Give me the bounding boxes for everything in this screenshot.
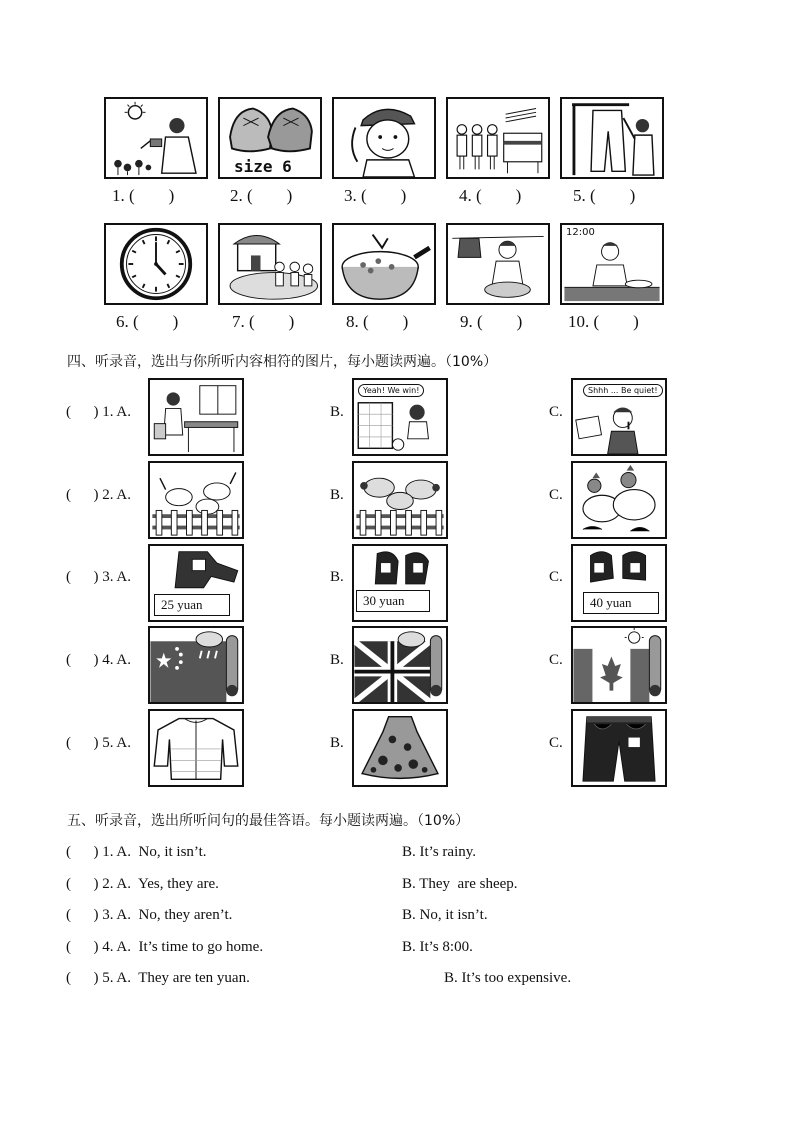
part4-q3-option-a-gloves[interactable] [148, 544, 244, 622]
speech-bubble-we-win: Yeah! We win! [358, 384, 424, 397]
picture-9-girl-washing-clothes [446, 223, 550, 305]
part4-q5-label[interactable]: ( ) 5. A. [66, 735, 131, 751]
part4-q2-c-label: C. [549, 487, 563, 503]
part4-q4-label[interactable]: ( ) 4. A. [66, 652, 131, 668]
part5-q1-option-a[interactable]: ( ) 1. A. No, it isn’t. [66, 844, 207, 860]
answer-blank-1[interactable]: 1. ( ) [112, 186, 175, 205]
answer-blank-2[interactable]: 2. ( ) [230, 186, 293, 205]
part4-q1-option-c-quiet-boy[interactable] [571, 378, 667, 456]
answer-blank-6[interactable]: 6. ( ) [116, 312, 179, 331]
part4-q2-option-a-goats[interactable] [148, 461, 244, 539]
part5-q3-option-a[interactable]: ( ) 3. A. No, they aren’t. [66, 907, 233, 923]
picture-10-boy-eating-at-noon [560, 223, 664, 305]
price-tag-30: 30 yuan [356, 590, 430, 612]
part4-q5-option-c-pants[interactable] [571, 709, 667, 787]
shoe-size-text: size 6 [234, 157, 292, 176]
part5-q4-option-b[interactable]: B. It’s 8:00. [402, 939, 473, 955]
answer-blank-7[interactable]: 7. ( ) [232, 312, 295, 331]
part4-q3-c-label: C. [549, 569, 563, 585]
part4-q2-b-label: B. [330, 487, 344, 503]
part4-q2-option-b-sheep[interactable] [352, 461, 448, 539]
picture-8-bowl-of-soup [332, 223, 436, 305]
part5-q2-option-b[interactable]: B. They are sheep. [402, 876, 518, 892]
price-tag-25: 25 yuan [154, 594, 230, 616]
part5-q3-option-b[interactable]: B. No, it isn’t. [402, 907, 488, 923]
part5-q2-option-a[interactable]: ( ) 2. A. Yes, they are. [66, 876, 219, 892]
part4-q1-c-label: C. [549, 404, 563, 420]
part5-q5-option-b[interactable]: B. It’s too expensive. [444, 970, 572, 986]
picture-4-children-singing-piano [446, 97, 550, 179]
picture-2-shoes-size [218, 97, 322, 179]
answer-blank-10[interactable]: 10. ( ) [568, 312, 639, 331]
picture-5-boy-hanging-pants [560, 97, 664, 179]
picture-3-boy-with-cap [332, 97, 436, 179]
speech-bubble-be-quiet: Shhh ... Be quiet! [583, 384, 663, 397]
part4-q4-c-label: C. [549, 652, 563, 668]
part4-q2-option-c-hens[interactable] [571, 461, 667, 539]
price-tag-40: 40 yuan [583, 592, 659, 614]
part4-q1-b-label: B. [330, 404, 344, 420]
part4-q4-b-label: B. [330, 652, 344, 668]
part4-q5-option-a-jacket[interactable] [148, 709, 244, 787]
part4-q3-option-b-mittens[interactable] [352, 544, 448, 622]
answer-blank-3[interactable]: 3. ( ) [344, 186, 407, 205]
part4-q3-option-c-mittens[interactable] [571, 544, 667, 622]
part4-q1-option-a-office-woman[interactable] [148, 378, 244, 456]
clock-time-text: 12:00 [566, 227, 595, 238]
picture-6-clock [104, 223, 208, 305]
answer-blank-4[interactable]: 4. ( ) [459, 186, 522, 205]
part4-q1-option-b-soccer-boy[interactable] [352, 378, 448, 456]
part5-q4-option-a[interactable]: ( ) 4. A. It’s time to go home. [66, 939, 264, 955]
answer-blank-5[interactable]: 5. ( ) [573, 186, 636, 205]
part4-q4-option-a-china-rainy[interactable] [148, 626, 244, 704]
picture-1-girl-watering-flowers [104, 97, 208, 179]
part4-q1-label[interactable]: ( ) 1. A. [66, 404, 131, 420]
part5-q1-option-b[interactable]: B. It’s rainy. [402, 844, 477, 860]
part4-q4-option-b-uk-snowy[interactable] [352, 626, 448, 704]
part5-q5-option-a[interactable]: ( ) 5. A. They are ten yuan. [66, 970, 250, 986]
picture-7-school-children [218, 223, 322, 305]
part4-q5-b-label: B. [330, 735, 344, 751]
section-5-title: 五、听录音，选出所听问句的最佳答语。每小题读两遍。（10%） [67, 813, 470, 829]
part4-q4-option-c-canada-sunny[interactable] [571, 626, 667, 704]
answer-blank-8[interactable]: 8. ( ) [346, 312, 409, 331]
part4-q5-c-label: C. [549, 735, 563, 751]
part4-q2-label[interactable]: ( ) 2. A. [66, 487, 131, 503]
answer-blank-9[interactable]: 9. ( ) [460, 312, 523, 331]
part4-q3-b-label: B. [330, 569, 344, 585]
part4-q3-label[interactable]: ( ) 3. A. [66, 569, 131, 585]
part4-q5-option-b-dress[interactable] [352, 709, 448, 787]
section-4-title: 四、听录音，选出与你所听内容相符的图片，每小题读两遍。（10%） [67, 354, 498, 370]
